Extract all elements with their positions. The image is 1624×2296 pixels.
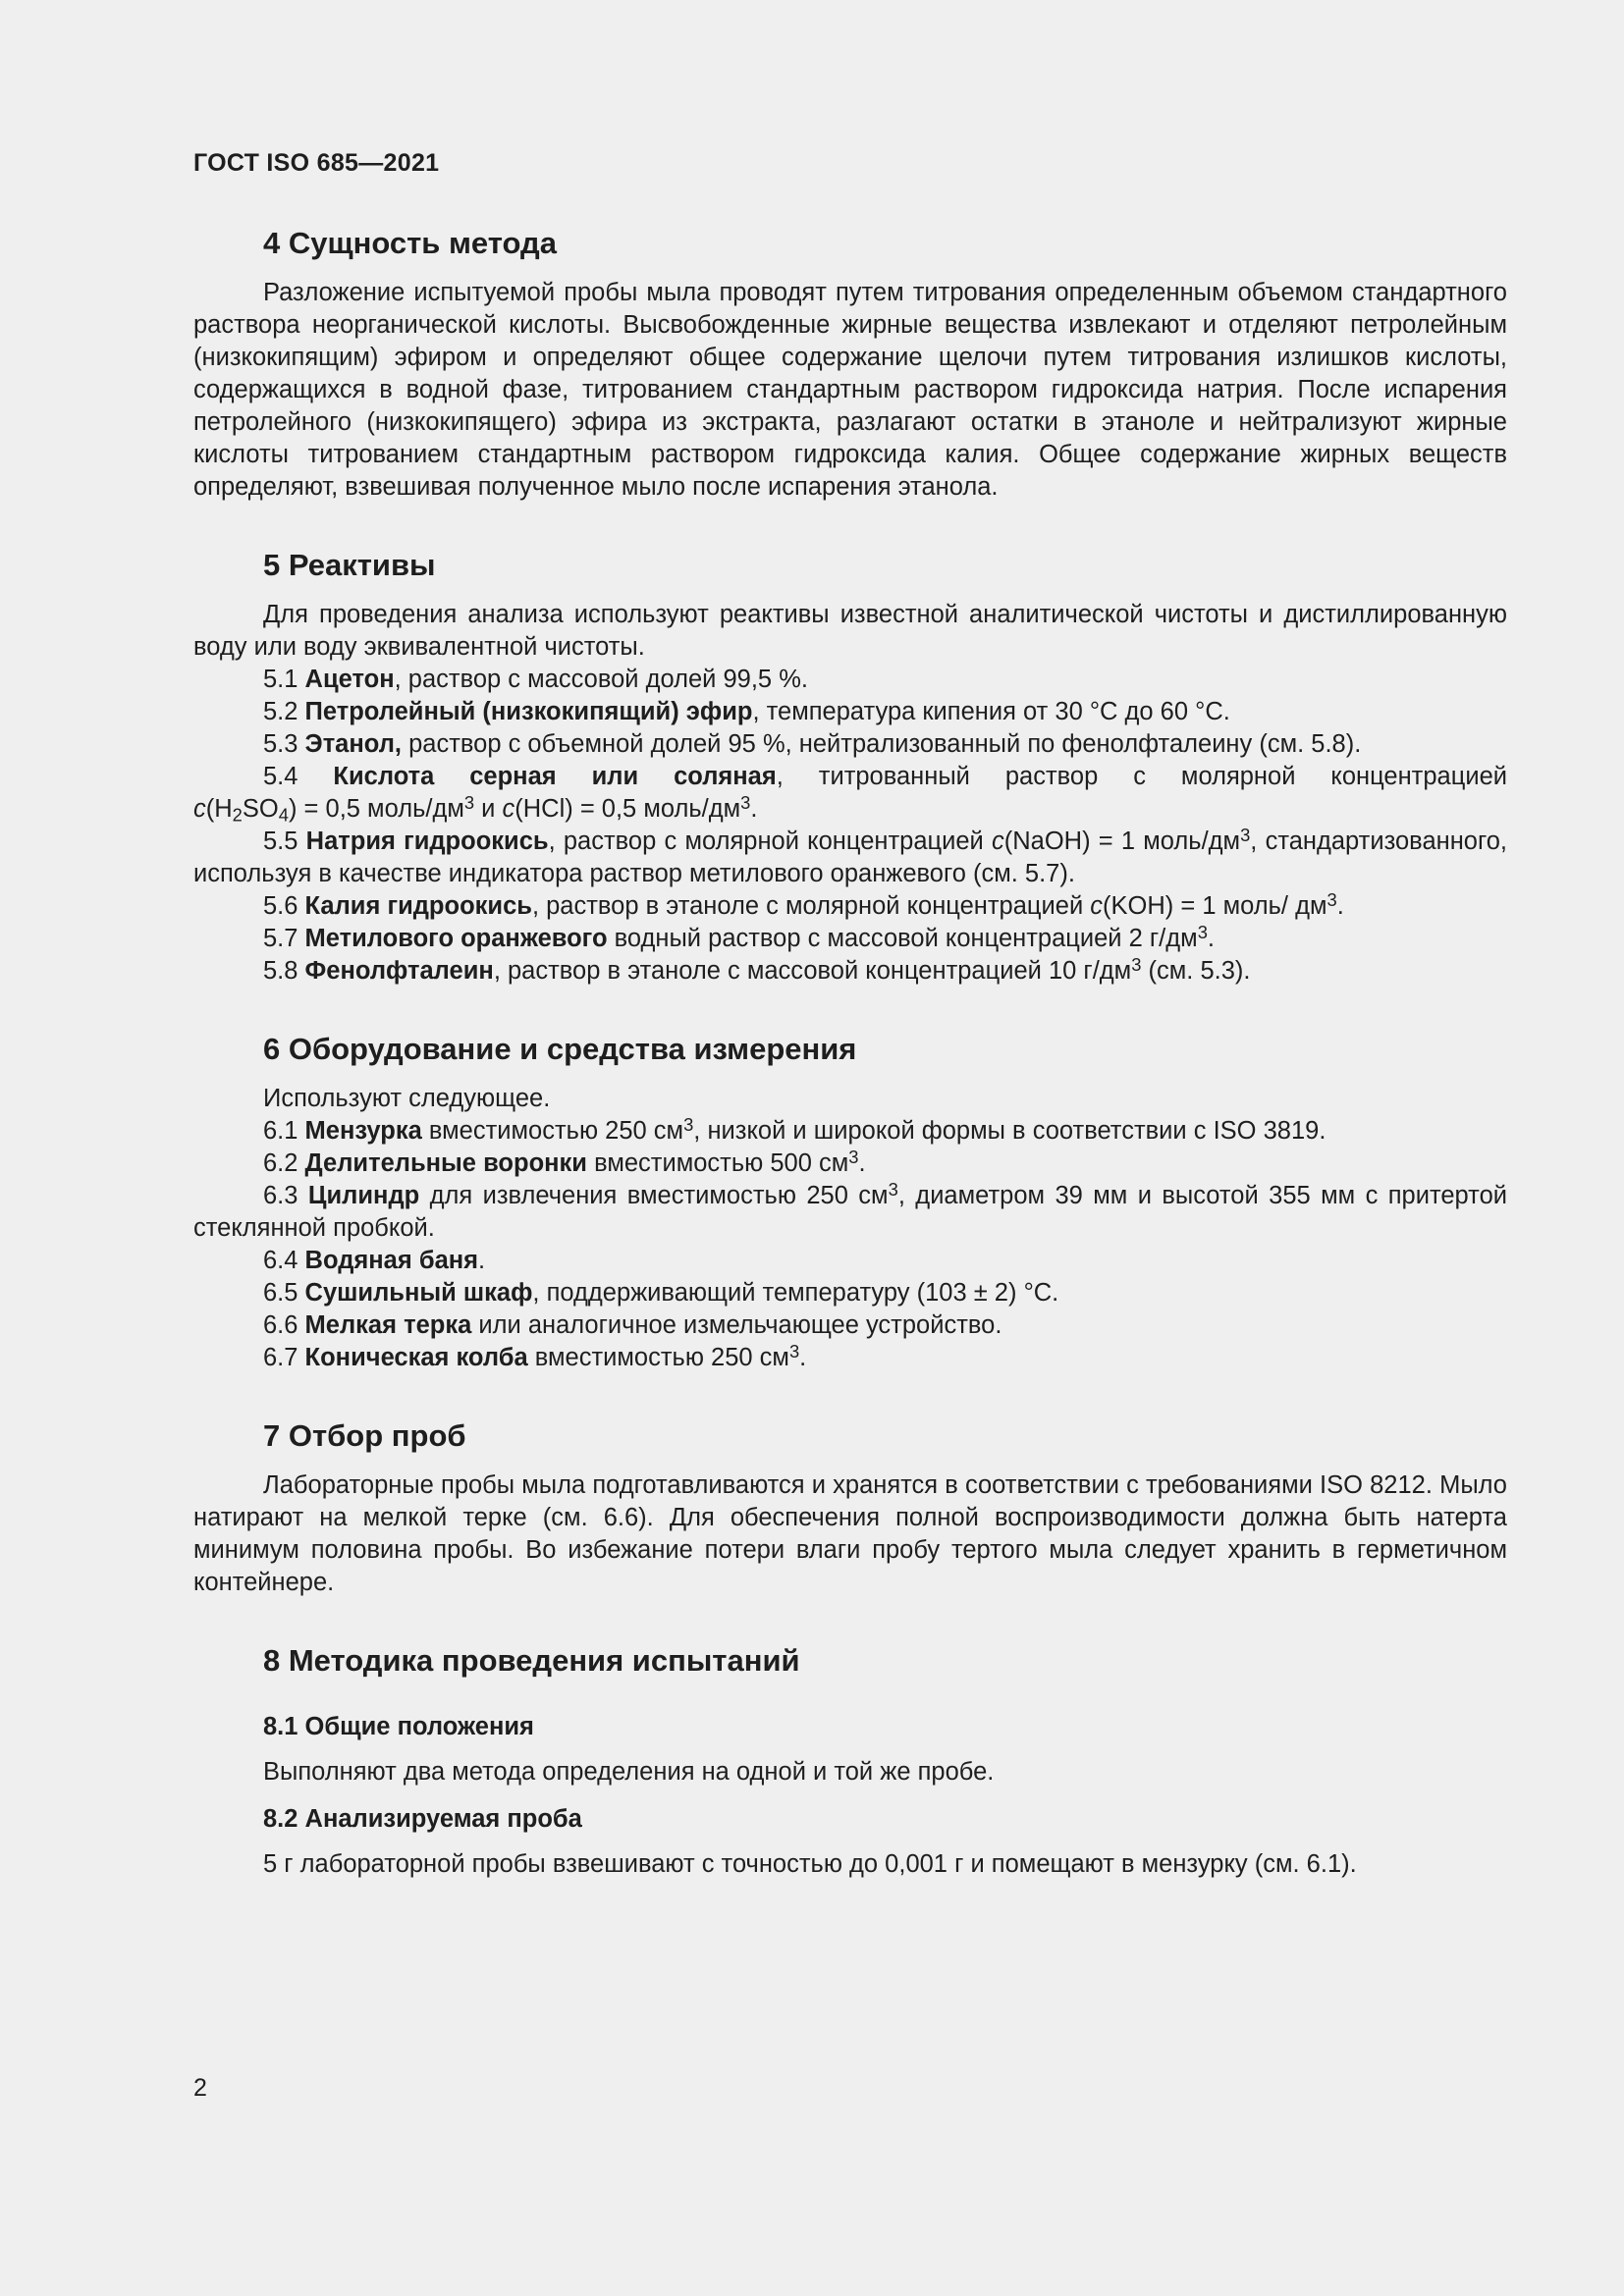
section-4-paragraph: Разложение испытуемой пробы мыла проводят путем титрования определенным объемом стандартного раствора неорганической кислоты. Высвобожденные жирные вещества извлекают и отделяют петролейным (низкокипящим) эфиром и определяют общее содержание щелочи путем титрования излишков кислоты, содержащихся в водной фазе, титрованием стандартным раствором гидроксида натрия. После испарения петролейного (низкокипящего) эфира из экстракта, разлагают остатки в этаноле и нейтрализуют жирные кислоты титрованием стандартным раствором гидроксида калия. Общее содержание жирных веществ определяют, взвешивая полученное мыло после испарения этанола. xyxy=(193,279,1507,501)
item-5-1: 5.1 Ацетон, раствор с массовой долей 99,5 %. xyxy=(263,666,808,693)
subsection-8-2-text: 5 г лабораторной пробы взвешивают с точностью до 0,001 г и помещают в мензурку (см. 6.1). xyxy=(263,1850,1357,1878)
document-code-header: ГОСТ ISO 685—2021 xyxy=(193,149,440,177)
subsection-8-1-text: Выполняют два метода определения на одной и той же пробе. xyxy=(263,1758,995,1786)
item-5-8: 5.8 Фенолфталеин, раствор в этаноле с массовой концентрацией 10 $г/дм^3$ (см. 5.3). xyxy=(263,953,1251,985)
section-4-heading: 4 Сущность метода xyxy=(263,226,557,260)
item-5-3: 5.3 Этанол, раствор с объемной долей 95 %, нейтрализованный по фенолфталеину (см. 5.8). xyxy=(263,730,1362,758)
item-6-4: 6.4 Водяная баня. xyxy=(263,1247,486,1274)
item-5-5: 5.5 Натрия гидроокись, раствор с молярной концентрацией c(NaOH) = 1 моль/$дм^3$, стандартизованного, используя в качестве индикатора раствор метилового оранжевого (см. 5.7). xyxy=(193,824,1507,887)
section-8-heading: 8 Методика проведения испытаний xyxy=(263,1643,800,1678)
subsection-8-2-heading: 8.2 Анализируемая проба xyxy=(263,1805,582,1833)
item-5-6: 5.6 Калия гидроокись, раствор в этаноле с молярной концентрацией c(KOH) = 1 моль/ $дм^3$. xyxy=(263,888,1344,920)
section-5-intro: Для проведения анализа используют реактивы известной аналитической чистоты и дистиллированную воду или воду эквивалентной чистоты. xyxy=(193,601,1507,661)
section-6-intro: Используют следующее. xyxy=(263,1085,551,1112)
section-6-heading: 6 Оборудование и средства измерения xyxy=(263,1032,857,1066)
item-6-1: 6.1 Мензурка вместимостью 250 $см^3$, низкой и широкой формы в соответствии с ISO 3819. xyxy=(263,1113,1326,1145)
item-6-7: 6.7 Коническая колба вместимостью 250 $см^3$. xyxy=(263,1340,807,1371)
item-5-4: 5.4 Кислота серная или соляная, титрованный раствор с молярной концентрацией $c(H_2SO_4) = 0,5$ моль/$дм^3$ и c(HCl) = 0,5 моль/$дм^3$. xyxy=(193,763,1507,826)
subsection-8-1-heading: 8.1 Общие положения xyxy=(263,1713,534,1740)
section-7-heading: 7 Отбор проб xyxy=(263,1418,466,1453)
item-5-7: 5.7 Метилового оранжевого водный раствор с массовой концентрацией 2 $г/дм^3$. xyxy=(263,921,1215,952)
item-6-3: 6.3 Цилиндр для извлечения вместимостью 250 $см^3$, диаметром 39 мм и высотой 355 мм с притертой стеклянной пробкой. xyxy=(193,1178,1507,1242)
section-5-heading: 5 Реактивы xyxy=(263,548,436,582)
item-6-6: 6.6 Мелкая терка или аналогичное измельчающее устройство. xyxy=(263,1311,1002,1339)
document-body xyxy=(193,224,1507,1881)
item-6-5: 6.5 Сушильный шкаф, поддерживающий температуру (103 ± 2) °С. xyxy=(263,1279,1059,1307)
item-5-2: 5.2 Петролейный (низкокипящий) эфир, температура кипения от 30 °С до 60 °С. xyxy=(263,698,1230,725)
section-7-paragraph: Лабораторные пробы мыла подготавливаются и хранятся в соответствии с требованиями ISO 8212. Мыло натирают на мелкой терке (см. 6.6). Для обеспечения полной воспроизводимости должна быть натерта минимум половина пробы. Во избежание потери влаги пробу тертого мыла следует хранить в герметичном контейнере. xyxy=(193,1471,1507,1596)
item-6-2: 6.2 Делительные воронки вместимостью 500 $см^3$. xyxy=(263,1146,866,1177)
page-number: 2 xyxy=(193,2074,207,2102)
